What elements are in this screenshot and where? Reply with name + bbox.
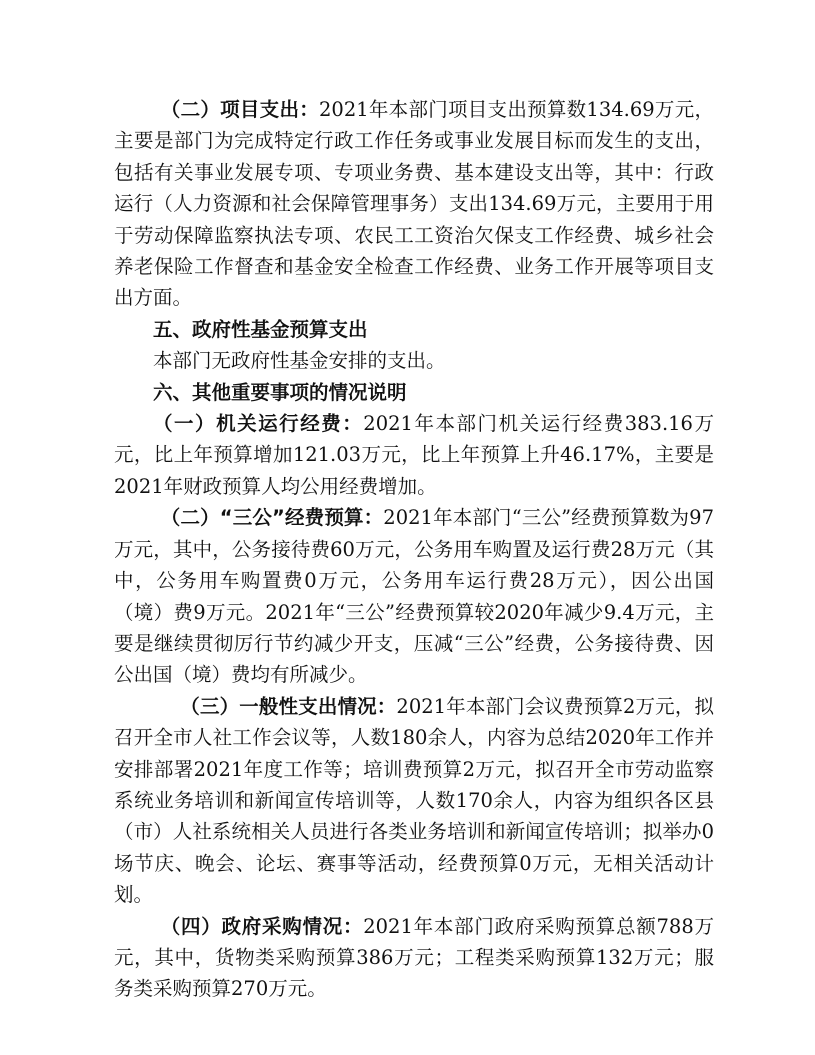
paragraph-office-operating-cost xyxy=(114,408,714,502)
paragraph-general-expenditure xyxy=(114,691,714,911)
paragraph-heading: （四）政府采购情况： xyxy=(160,914,364,938)
paragraph-sangong-budget xyxy=(114,502,714,690)
section-heading-5: 五、政府性基金预算支出 xyxy=(153,317,368,341)
paragraph-text: 2021年本部门政府采购预算总额788万元，其中，货物类采购预算386万元；工程类采购预算132万元；服务类采购预算270万元。 xyxy=(114,914,714,1001)
paragraph-heading: （三）一般性支出情况： xyxy=(180,694,397,718)
paragraph-text: 2021年本部门机关运行经费383.16万元，比上年预算增加121.03万元，比上年预算上升46.17%，主要是2021年财政预算人均公用经费增加。 xyxy=(114,412,714,498)
paragraph-fund-budget: 本部门无政府性基金安排的支出。 xyxy=(153,349,446,373)
paragraph-heading: （一）机关运行经费： xyxy=(153,412,364,436)
paragraph-heading: （二）项目支出： xyxy=(160,98,319,121)
paragraph-government-procurement xyxy=(114,911,714,1005)
document-body xyxy=(114,94,714,1005)
section-heading-6: 六、其他重要事项的情况说明 xyxy=(153,380,407,404)
paragraph-project-expenditure xyxy=(114,94,714,314)
paragraph-heading: （二）“三公”经费预算： xyxy=(160,506,384,530)
paragraph-text: 2021年本部门会议费预算2万元，拟召开全市人社工作会议等，人数180余人，内容为总结2020年工作并安排部署2021年度工作等；培训费预算2万元，拟召开全市劳动监察系统业务培训和新闻宣传培训等，人数170余人，内容为组织各区县（市）人社系统相关人员进行各类业务培训和新闻宣传培训；拟举办0场节庆、晚会、论坛、赛事等活动，经费预算0万元，无相关活动计划。 xyxy=(114,694,714,907)
paragraph-text: 2021年本部门“三公”经费预算数为97万元，其中，公务接待费60万元，公务用车购置及运行费28万元（其中，公务用车购置费0万元，公务用车运行费28万元），因公出国（境）费9万元。2021年“三公”经费预算较2020年减少9.4万元，主要是继续贯彻厉行节约减少开支，压减“三公”经费，公务接待费、因公出国（境）费均有所减少。 xyxy=(114,506,714,687)
paragraph-text: 2021年本部门项目支出预算数134.69万元，主要是部门为完成特定行政工作任务或事业发展目标而发生的支出，包括有关事业发展专项、专项业务费、基本建设支出等，其中：行政运行（人力资源和社会保障管理事务）支出134.69万元，主要用于用于劳动保障监察执法专项、农民工工资治欠保支工作经费、城乡社会养老保险工作督查和基金安全检查工作经费、业务工作开展等项目支出方面。 xyxy=(114,98,714,310)
